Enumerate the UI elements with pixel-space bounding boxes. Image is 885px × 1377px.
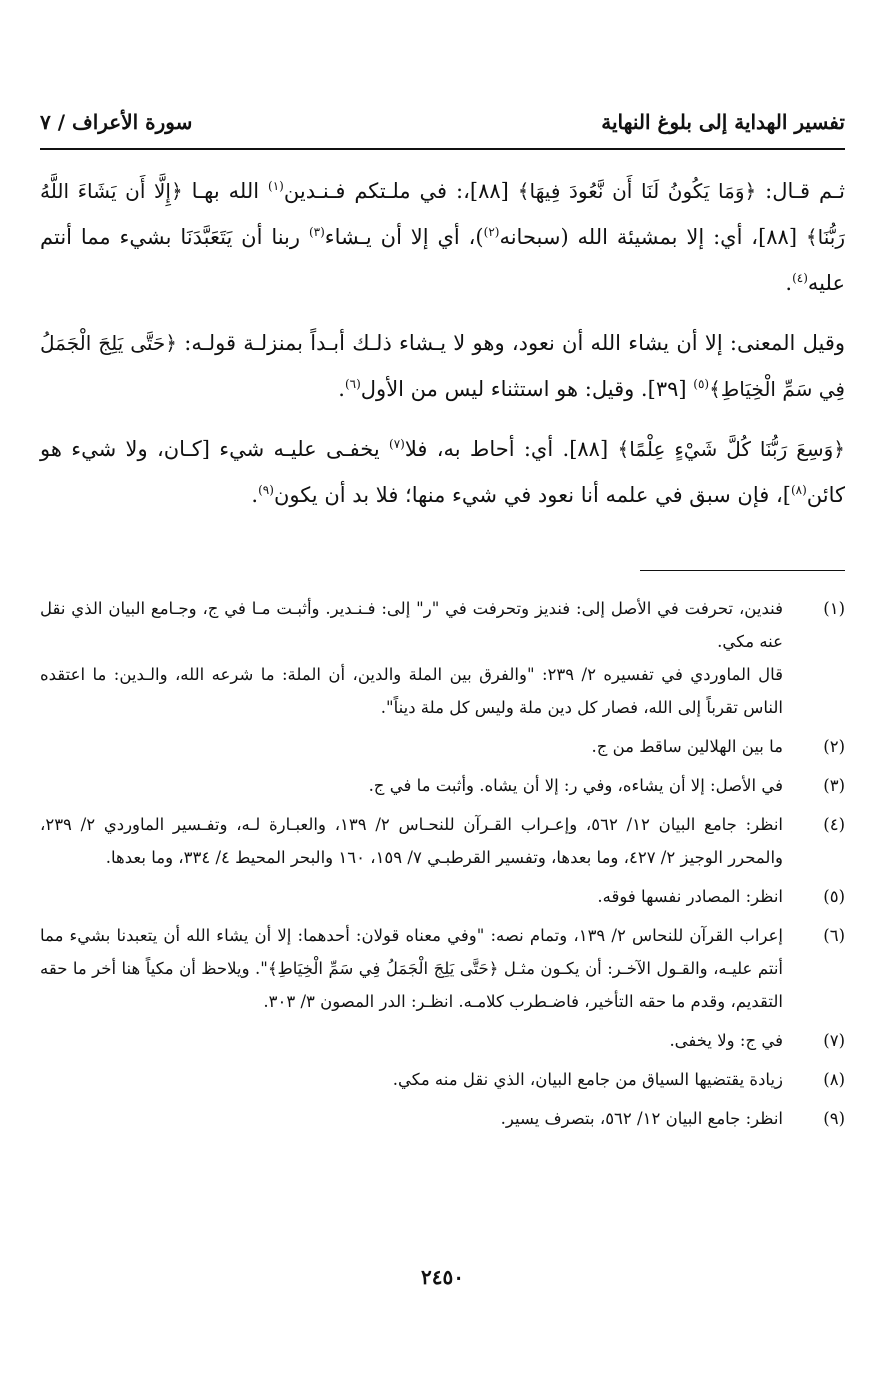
footnote-text: في الأصل: إلا أن يشاءه، وفي ر: إلا أن يشاه. وأثبت ما في ج.: [368, 776, 783, 795]
quran-quote: ﴿إِلَّا أَن يَشَاءَ اللَّهُ رَبُّنَا﴾: [40, 179, 845, 249]
book-title: تفسير الهداية إلى بلوغ النهاية: [601, 110, 845, 134]
quran-quote: ﴿حَتَّى يَلِجَ الْجَمَلُ فِي سَمِّ الْخِيَاطِ﴾: [40, 331, 845, 401]
footnote-number: (٢): [823, 737, 845, 756]
text-run: [٨٨]،: في ملـتكم فـنـدين: [283, 179, 518, 203]
footnote-ref[interactable]: (٩): [258, 483, 274, 497]
footnote-text: فندين، تحرفت في الأصل إلى: فنديز وتحرفت في "ر" إلى: فـنـدير. وأثبـت مـا في ج، وجـامع البيان الذي نقل عنه مكي.: [40, 599, 783, 651]
text-run: يخفـى عليـه شيء [كـان، ولا شيء هو كائن: [40, 437, 845, 507]
footnote-number: (٥): [823, 887, 845, 906]
footnote-text-continued: قال الماوردي في تفسيره ٢/ ٢٣٩: "والفرق بين الملة والدين، أن الملة: ما شرعه الله، والـدين: ما اعتقده الناس تقرباً إلى الله، فصار كل دين ملة وليس كل ملة ديناً".: [40, 665, 783, 717]
footnote-5: [40, 880, 845, 913]
footnote-ref[interactable]: (٨): [790, 483, 807, 497]
footnote-ref[interactable]: (٢): [483, 225, 500, 239]
paragraph-2: [40, 320, 845, 412]
text-run: .: [251, 483, 259, 507]
footnote-text: ما بين الهلالين ساقط من ج.: [591, 737, 783, 756]
footnote-ref[interactable]: (٣): [308, 225, 325, 239]
text-run: [٨٨]. أي: أحاط به، فلا: [404, 437, 618, 461]
footnote-number: (١): [823, 599, 845, 618]
footnote-7: [40, 1024, 845, 1057]
paragraph-3: [40, 426, 845, 518]
footnote-number: (٩): [823, 1109, 845, 1128]
text-run: .: [338, 377, 345, 401]
footnote-1: [40, 592, 845, 724]
text-run: ]، فإن سبق في علمه أنا نعود في شيء منها؛ فلا بد أن يكون: [273, 483, 791, 507]
header-rule: [40, 148, 845, 150]
quran-quote: ﴿وَسِعَ رَبُّنَا كُلَّ شَيْءٍ عِلْمًا﴾: [617, 437, 845, 461]
text-run: ثـم قـال:: [756, 179, 846, 203]
footnote-text: انظر: جامع البيان ١٢/ ٥٦٢، وإعـراب القـرآن للنحـاس ٢/ ١٣٩، والعبـارة لـه، وتفـسير الماوردي ٢/ ٢٣٩، والمحرر الوجيز ٢/ ٤٢٧، وما بعدها، وتفسير القرطبـي ٧/ ١٥٩، ١٦٠ والبحر المحيط ٤/ ٣٣٤، وما بعدها.: [40, 815, 783, 867]
footnote-number: (٧): [823, 1031, 845, 1050]
main-text: [40, 168, 845, 532]
quran-quote: ﴿وَمَا يَكُونُ لَنَا أَن نَّعُودَ فِيهَا﴾: [517, 179, 757, 203]
footnote-text: زيادة يقتضيها السياق من جامع البيان، الذي نقل منه مكي.: [392, 1070, 783, 1089]
text-run: [٨٨]، أي: إلا بمشيئة الله (سبحانه: [499, 225, 806, 249]
running-header: [40, 110, 845, 146]
surah-label: سورة الأعراف / ٧: [40, 110, 193, 134]
footnote-6: [40, 919, 845, 1018]
page-number: ٢٤٥٠: [421, 1265, 464, 1289]
footnote-text: إعراب القرآن للنحاس ٢/ ١٣٩، وتمام نصه: "وفي معناه قولان: أحدهما: إلا أن يشاء الله أن يتعبدنا بشيء مما أنتم عليـه، والقـول الآخـر: أن يكـون مثـل ﴿حَتَّى يَلِجَ الْجَمَلُ فِي سَمِّ الْخِيَاطِ﴾". ويلاحظ أن مكياً هنا أخر ما حقه التقديم، وقدم ما حقه التأخير، فاضـطرب كلامـه. انظـر: الدر المصون ٣/ ٣٠٣.: [40, 926, 783, 1011]
footnote-ref[interactable]: (٤): [792, 271, 808, 285]
text-run: [٣٩]. وقيل: هو استثناء ليس من الأول: [360, 377, 694, 401]
text-run: .: [785, 271, 793, 295]
footnotes: [40, 592, 845, 1141]
footnote-ref[interactable]: (٧): [389, 437, 405, 451]
footnote-number: (٣): [823, 776, 845, 795]
footnote-9: [40, 1102, 845, 1135]
text-run: وقيل المعنى: إلا أن يشاء الله أن نعود، وهو لا يـشاء ذلـك أبـداً بمنزلـة قولـه:: [177, 331, 846, 355]
footnote-number: (٦): [823, 926, 845, 945]
text-run: )، أي إلا أن يـشاء: [324, 225, 484, 249]
footnote-text: انظر: جامع البيان ١٢/ ٥٦٢، بتصرف يسير.: [500, 1109, 783, 1128]
footnote-8: [40, 1063, 845, 1096]
footnote-ref[interactable]: (١): [268, 179, 284, 193]
footnote-text: انظر: المصادر نفسها فوقه.: [597, 887, 783, 906]
text-run: الله بهـا: [182, 179, 269, 203]
footnote-2: [40, 730, 845, 763]
footnote-ref[interactable]: (٦): [344, 377, 361, 391]
footnote-ref[interactable]: (٥): [693, 377, 710, 391]
footnote-separator: [640, 570, 845, 571]
footnote-4: [40, 808, 845, 874]
footnote-number: (٨): [823, 1070, 845, 1089]
text-run: ربنا أن يَتَعَبَّدَنَا بشيء مما أنتم عليه: [40, 225, 845, 295]
footnote-number: (٤): [823, 815, 845, 834]
footnote-text: في ج: ولا يخفى.: [669, 1031, 783, 1050]
paragraph-1: [40, 168, 845, 306]
footnote-3: [40, 769, 845, 802]
